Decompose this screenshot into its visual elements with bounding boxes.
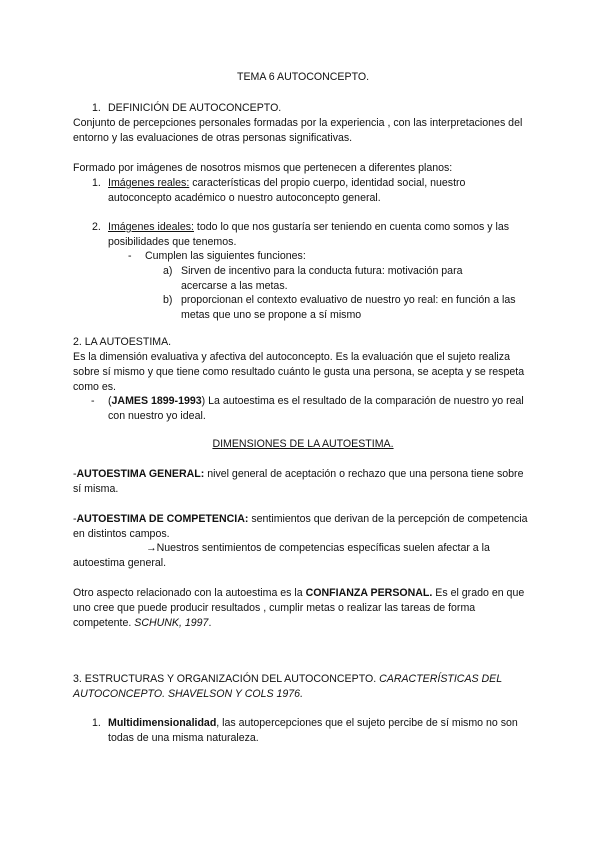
james-text: ) La autoestima es el resultado de la comparación de nuestro yo real con nuestro yo ideal.	[108, 395, 524, 422]
item-ideal-images-text: todo lo que nos gustaría ser teniendo en cuenta como somos y las posibilidades que tenemos.	[108, 221, 510, 248]
function-a-text: Sirven de incentivo para la conducta futura: motivación para acercarse a las metas.	[181, 265, 463, 292]
section-1-planes-intro: Formado por imágenes de nosotros mismos que pertenecen a diferentes planos:	[73, 162, 453, 174]
section-1-number: 1.	[92, 102, 101, 114]
confidence-label: CONFIANZA PERSONAL.	[305, 587, 433, 599]
competence-note: →Nuestros sentimientos de competencias específicas suelen afectar a la autoestima general.	[73, 542, 490, 569]
general-self-esteem	[73, 467, 533, 497]
james-citation: JAMES 1899-1993	[111, 395, 202, 407]
competence-text: sentimientos que derivan de la percepción de competencia en distintos campos.	[73, 513, 528, 540]
multidimensionality-label: Multidimensionalidad	[108, 717, 217, 729]
item-real-images-label: Imágenes reales:	[108, 177, 190, 189]
item-ideal-images-label: Imágenes ideales:	[108, 221, 194, 233]
item-real-images-text: características del propio cuerpo, identidad social, nuestro autoconcepto académico o nuestro autoconcepto general.	[108, 177, 466, 204]
document-title: TEMA 6 AUTOCONCEPTO.	[236, 71, 370, 83]
item-ideal-images	[108, 220, 523, 250]
section-3-heading-text: 3. ESTRUCTURAS Y ORGANIZACIÓN DEL AUTOCONCEPTO.	[73, 673, 380, 685]
general-text: nivel general de aceptación o rechazo que una persona tiene sobre sí misma.	[73, 468, 524, 495]
functions-dash: -	[128, 250, 132, 262]
confidence-end: .	[208, 617, 212, 629]
section-1-definition: Conjunto de percepciones personales formadas por la experiencia , con las interpretaciones del entorno y las evaluaciones de otras personas significativas.	[73, 117, 523, 144]
functions-intro: Cumplen las siguientes funciones:	[145, 250, 306, 262]
general-label: AUTOESTIMA GENERAL:	[76, 468, 205, 480]
james-dash: -	[91, 395, 95, 407]
section-2-heading: 2. LA AUTOESTIMA.	[73, 336, 172, 348]
s3-item-1-number: 1.	[92, 717, 101, 729]
dimensions-heading: DIMENSIONES DE LA AUTOESTIMA.	[212, 438, 394, 450]
personal-confidence	[73, 586, 533, 631]
section-2-definition: Es la dimensión evaluativa y afectiva del autoconcepto. Es la evaluación que el sujeto realiza sobre sí mismo y que tiene como resultado cuánto le gusta una persona, se acepta y se respeta como es.	[73, 351, 525, 393]
item-1-number: 1.	[92, 177, 101, 189]
multidimensionality	[108, 716, 528, 746]
function-b-label: b)	[163, 294, 173, 306]
section-3-heading-italic: CARACTERÍSTICAS DEL AUTOCONCEPTO. SHAVELSON Y COLS 1976.	[73, 673, 502, 700]
james-note	[108, 394, 528, 424]
item-2-number: 2.	[92, 221, 101, 233]
confidence-text-1: Otro aspecto relacionado con la autoestima es la	[73, 587, 306, 599]
competence-self-esteem	[73, 512, 533, 542]
competence-prefix: -	[73, 513, 77, 525]
item-real-images	[108, 176, 523, 206]
function-b-text: proporcionan el contexto evaluativo de nuestro yo real: en función a las metas que uno se propone a sí mismo	[181, 294, 516, 321]
section-3-heading	[73, 672, 528, 702]
schunk-citation: SCHUNK, 1997	[134, 617, 209, 629]
function-a-label: a)	[163, 265, 173, 277]
confidence-text-2: Es el grado en que uno cree que puede producir resultados , cumplir metas o realizar las tareas de forma competente.	[73, 587, 525, 629]
general-prefix: -	[73, 468, 77, 480]
multidimensionality-text: , las autopercepciones que el sujeto percibe de sí mismo no son todas de una misma naturaleza.	[108, 717, 518, 744]
section-1-heading: DEFINICIÓN DE AUTOCONCEPTO.	[108, 102, 282, 114]
james-open: (	[108, 395, 112, 407]
competence-label: AUTOESTIMA DE COMPETENCIA:	[76, 513, 249, 525]
